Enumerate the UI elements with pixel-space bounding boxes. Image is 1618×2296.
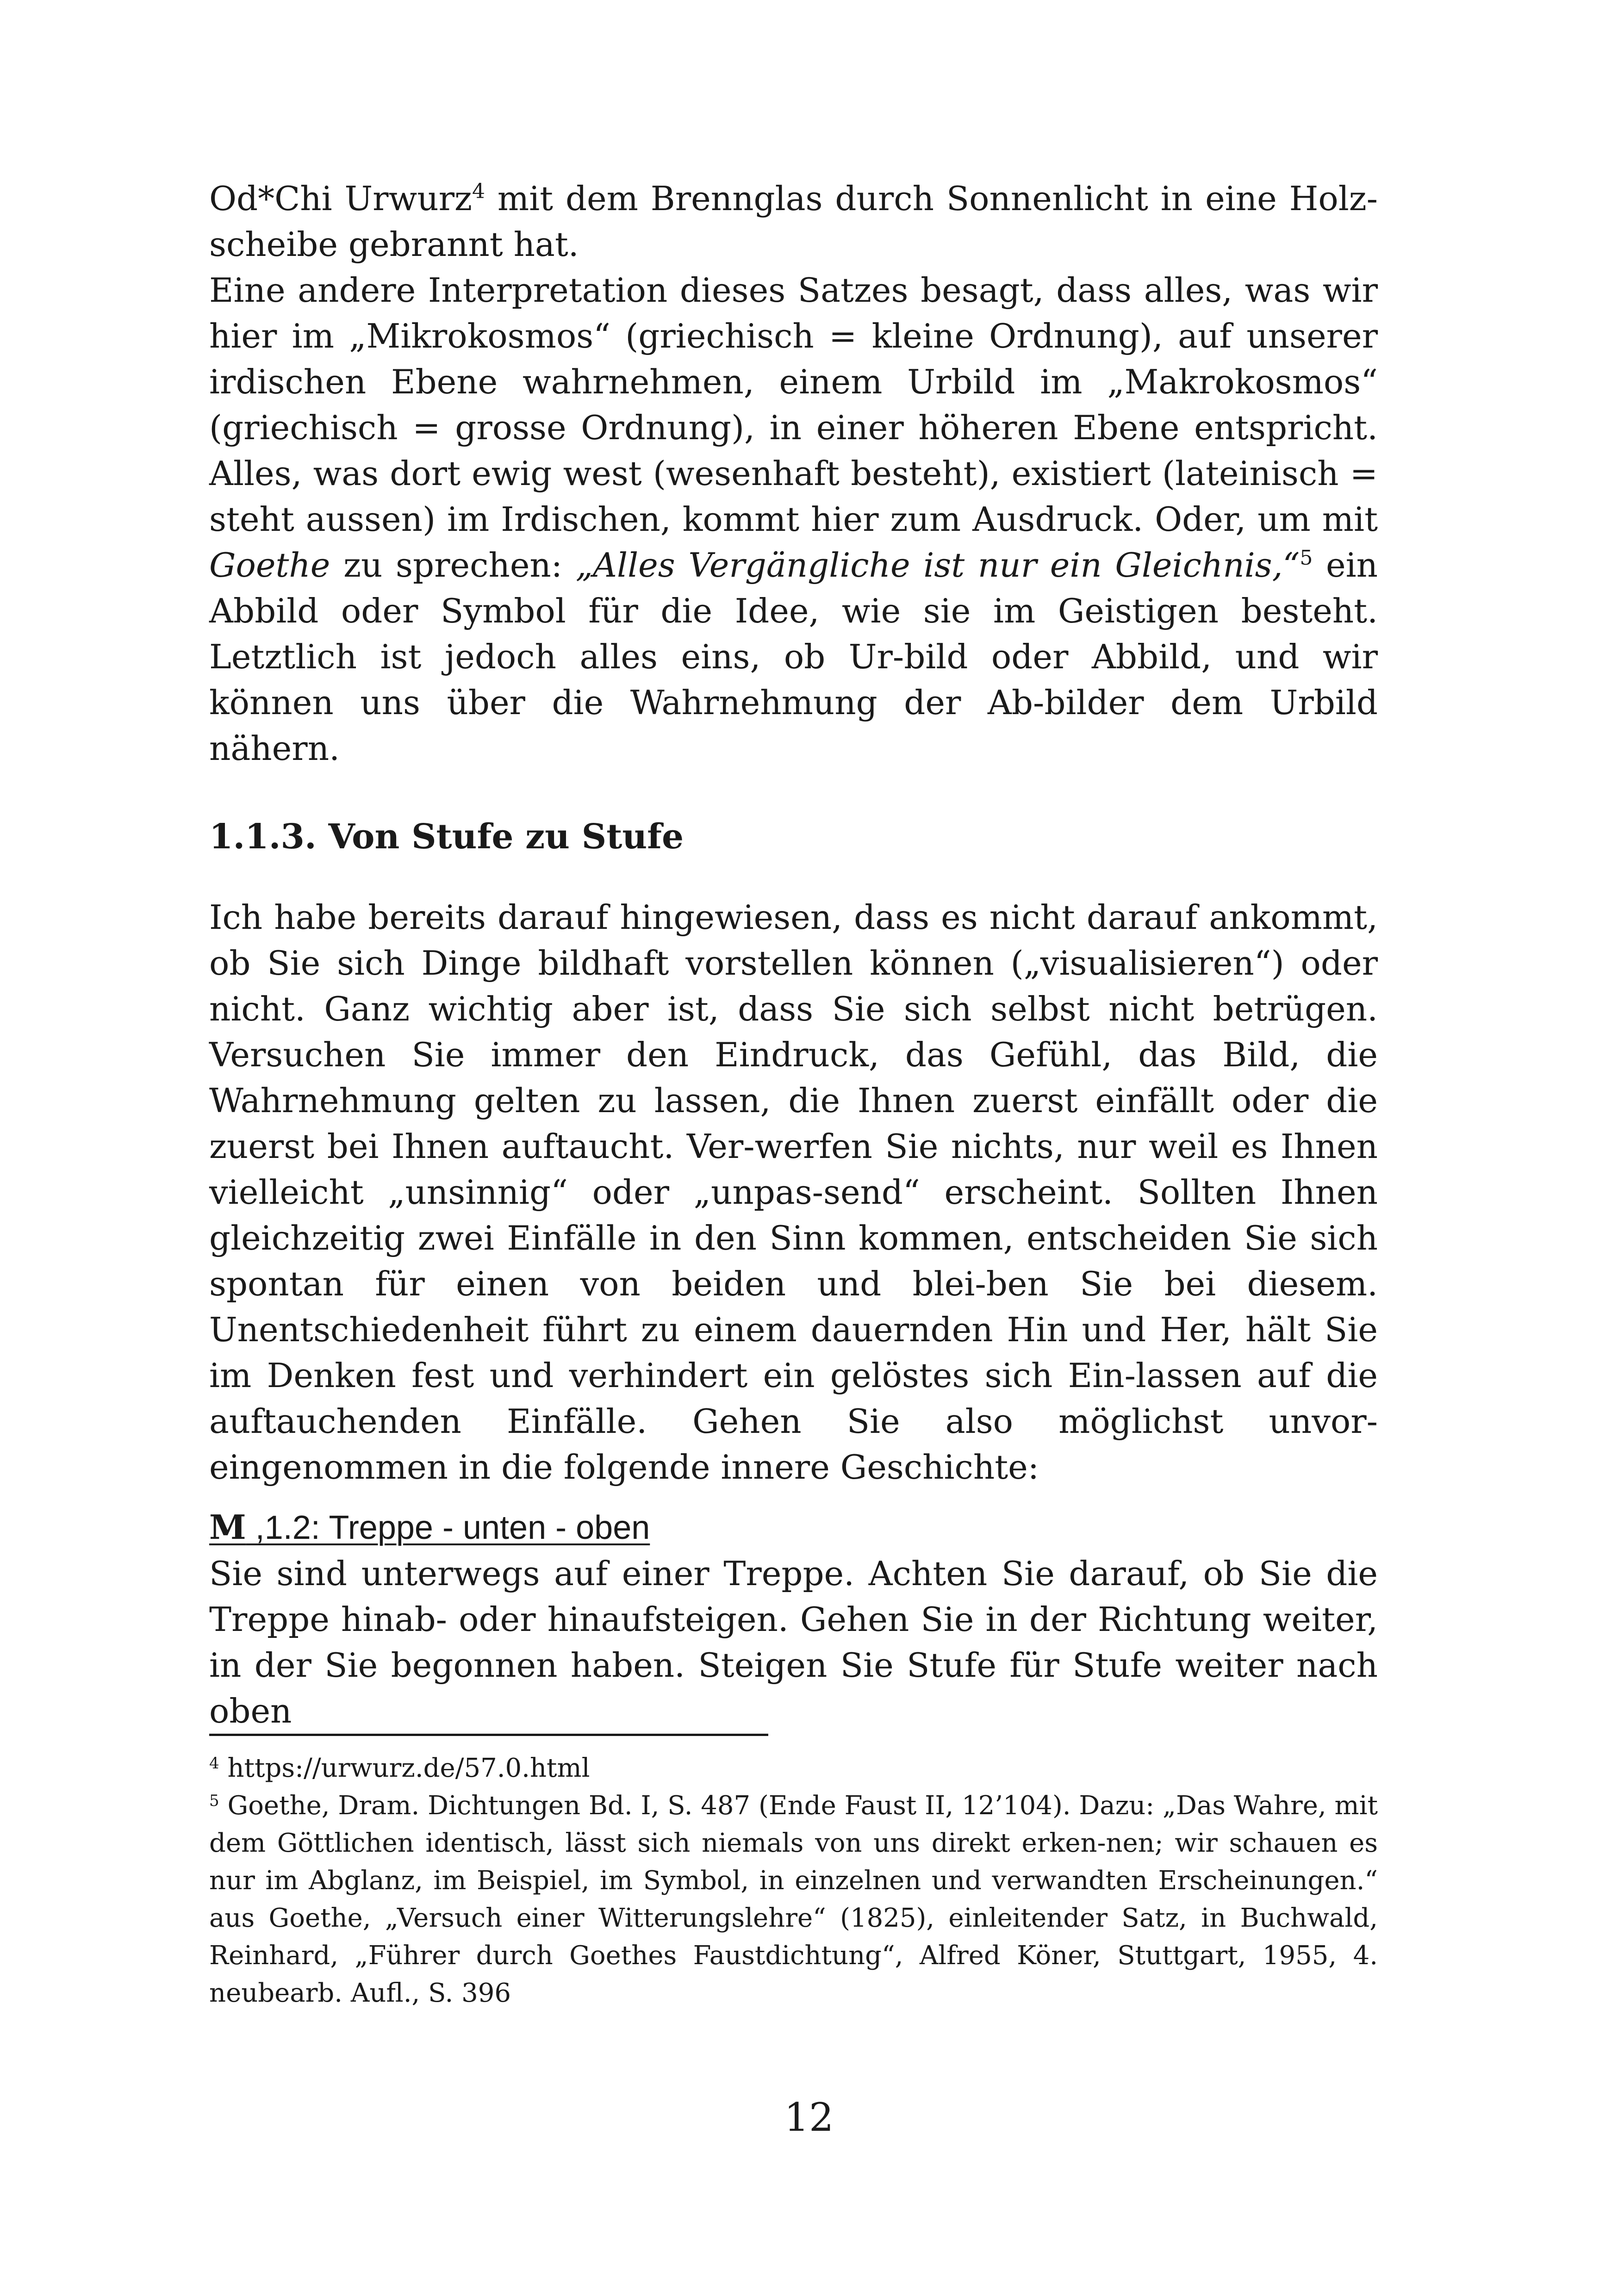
footnote-divider	[209, 1734, 768, 1736]
exercise-paragraph: Sie sind unterwegs auf einer Treppe. Achten Sie darauf, ob Sie die Treppe hinab- oder hinaufsteigen. Gehen Sie in der Richtung weiter, in der Sie begonnen haben. Steigen Sie Stufe für Stufe weiter nach oben	[209, 1554, 1378, 1730]
footnote-number: 4	[209, 1754, 219, 1773]
footnote-5	[209, 1787, 1378, 2012]
goethe-quote: „Alles Vergängliche ist nur ein Gleichnis,“	[575, 546, 1300, 585]
intro-paragraph-1	[209, 176, 1378, 268]
footnote-text[interactable]: https://urwurz.de/57.0.html	[219, 1753, 590, 1783]
section-heading: 1.1.3. Von Stufe zu Stufe	[209, 817, 684, 857]
intro-p2-mid: zu sprechen:	[330, 546, 576, 585]
intro-p2-text-cont: ein Abbild oder Symbol für die Idee, wie sie im Geistigen besteht. Letztlich ist jedoch alles eins, ob Ur-bild oder Abbild, und wir können uns über die Wahrnehmung der Ab-bilder dem Urbild nähern.	[209, 546, 1378, 768]
exercise-title-text: ,1.2: Treppe - unten - oben	[246, 1509, 650, 1546]
intro-paragraph-2	[209, 268, 1378, 772]
section-body	[209, 895, 1378, 1490]
footnote-4	[209, 1749, 1378, 1787]
footnotes	[209, 1749, 1378, 2012]
page-number: 12	[784, 2095, 834, 2140]
exercise-block	[209, 1504, 1378, 1734]
intro-p2-text: Eine andere Interpretation dieses Satzes besagt, dass alles, was wir hier im „Mikrokosmos“ (griechisch = kleine Ordnung), auf unserer irdischen Ebene wahrnehmen, einem Urbild im „Makrokosmos“ (griechisch = grosse Ordnung), in einer höheren Ebene entspricht. Alles, was dort ewig west (wesenhaft besteht), existiert (lateinisch = steht aussen) im Irdischen, kommt hier zum Ausdruck. Oder, um mit	[209, 271, 1378, 539]
intro-p1-text: Od*Chi Urwurz	[209, 179, 472, 218]
exercise-title	[209, 1504, 1378, 1551]
footnote-text: Goethe, Dram. Dichtungen Bd. I, S. 487 (Ende Faust II, 12’104). Dazu: „Das Wahre, mit dem Göttlichen identisch, lässt sich niemals von uns direkt erken-nen; wir schauen es nur im Abglanz, im Beispiel, im Symbol, in einzelnen und verwandten Erscheinungen.“ aus Goethe, „Versuch einer Witterungslehre“ (1825), einleitender Satz, in Buchwald, Reinhard, „Führer durch Goethes Faustdichtung“, Alfred Köner, Stuttgart, 1955, 4. neubearb. Aufl., S. 396	[209, 1791, 1378, 2008]
footnote-ref-4[interactable]: 4	[472, 180, 485, 203]
intro-p1-text-cont: mit dem Brennglas durch Sonnenlicht in eine Holz-scheibe gebrannt hat.	[209, 179, 1378, 264]
intro-text	[209, 176, 1378, 772]
footnote-number: 5	[209, 1792, 219, 1810]
goethe-name: Goethe	[209, 546, 330, 585]
section-paragraph: Ich habe bereits darauf hingewiesen, dass es nicht darauf ankommt, ob Sie sich Dinge bildhaft vorstellen können („visualisieren“) oder nicht. Ganz wichtig aber ist, dass Sie sich selbst nicht betrügen. Versuchen Sie immer den Eindruck, das Gefühl, das Bild, die Wahrnehmung gelten zu lassen, die Ihnen zuerst einfällt oder die zuerst bei Ihnen auftaucht. Ver-werfen Sie nichts, nur weil es Ihnen vielleicht „unsinnig“ oder „unpas-send“ erscheint. Sollten Ihnen gleichzeitig zwei Einfälle in den Sinn kommen, entscheiden Sie sich spontan für einen von beiden und blei-ben Sie bei diesem. Unentschiedenheit führt zu einem dauernden Hin und Her, hält Sie im Denken fest und verhindert ein gelöstes sich Ein-lassen auf die auftauchenden Einfälle. Gehen Sie also möglichst unvor-eingenommen in die folgende innere Geschichte:	[209, 898, 1378, 1487]
exercise-marker: M	[209, 1507, 246, 1547]
footnote-ref-5[interactable]: 5	[1300, 546, 1313, 570]
